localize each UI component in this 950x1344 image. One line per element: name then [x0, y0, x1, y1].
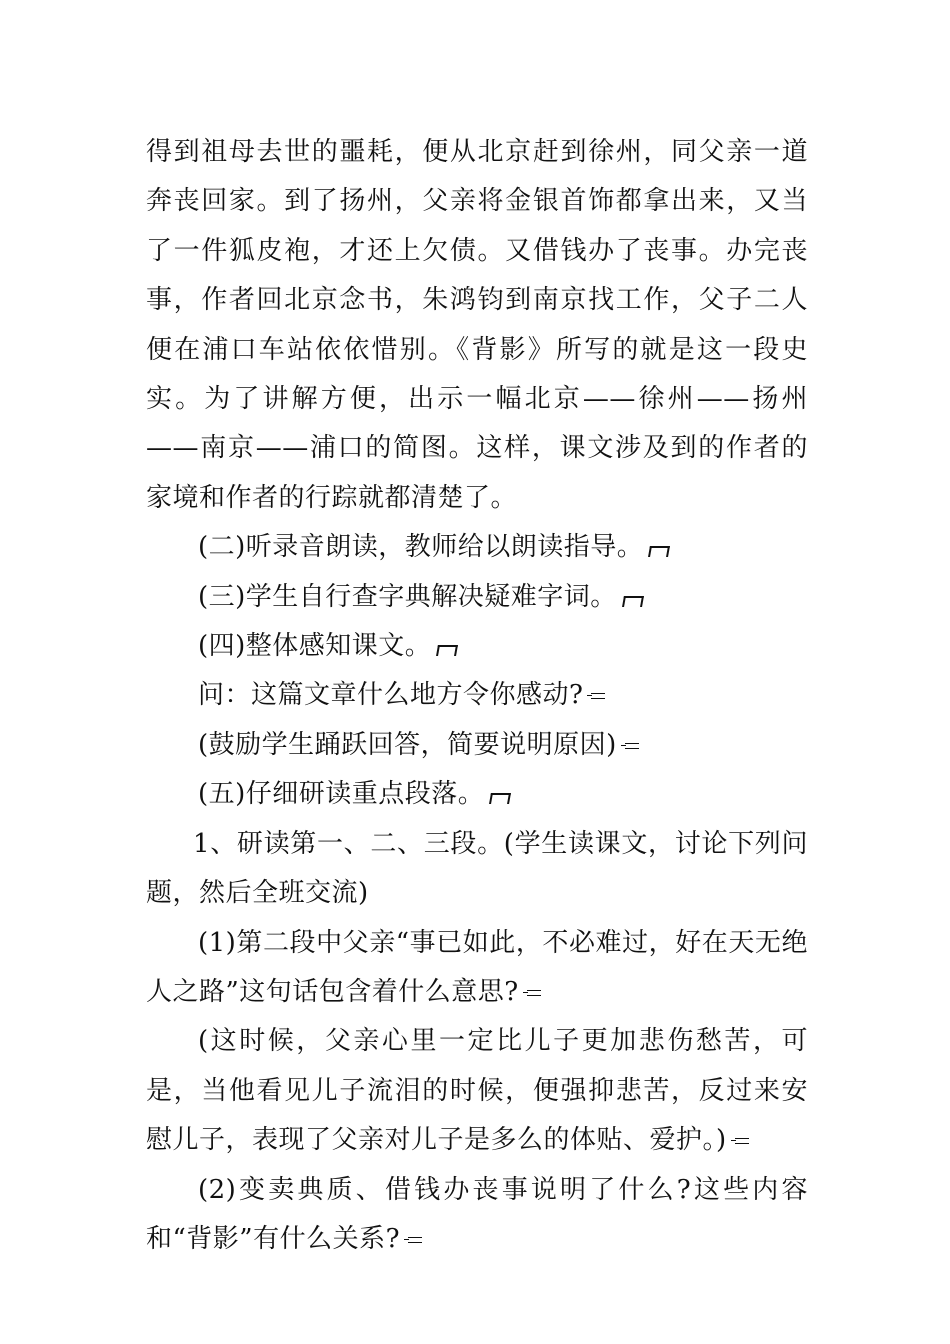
paragraph-question-1: (1)第二段中父亲“事已如此，不必难过，好在天无绝人之路”这句话包含着什么意思?	[146, 927, 808, 1007]
line-break-mark-icon	[621, 741, 639, 753]
paragraph-overall-perception: (四)整体感知课文。	[146, 622, 808, 671]
paragraph-dictionary: (三)学生自行查字典解决疑难字词。	[146, 573, 808, 622]
paragraph-encourage: (鼓励学生踊跃回答，简要说明原因)	[146, 721, 808, 770]
line-break-mark-icon	[587, 691, 605, 703]
paragraph-mark-icon	[435, 643, 457, 655]
paragraph-question: 问：这篇文章什么地方令你感动?	[146, 671, 808, 720]
paragraph-mark-icon	[647, 544, 669, 556]
line-break-mark-icon	[404, 1235, 422, 1247]
line-break-mark-icon	[523, 988, 541, 1000]
document-body	[146, 128, 808, 1264]
paragraph-mark-icon	[488, 791, 510, 803]
paragraph-mark-icon	[621, 594, 643, 606]
paragraph-background: 得到祖母去世的噩耗，便从北京赶到徐州，同父亲一道奔丧回家。到了扬州，父亲将金银首饰都拿出来，又当了一件狐皮袍，才还上欠债。又借钱办了丧事。办完丧事，作者回北京念书，朱鸿钧到南京找工作，父子二人便在浦口车站依依惜别。《背影》所写的就是这一段史实。为了讲解方便，出示一幅北京——徐州——扬州——南京——浦口的简图。这样，课文涉及到的作者的家境和作者的行踪就都清楚了。	[146, 137, 808, 513]
paragraph-answer-1: (这时候，父亲心里一定比儿子更加悲伤愁苦，可是，当他看见儿子流泪的时候，便强抑悲苦，反过来安慰儿子，表现了父亲对儿子是多么的体贴、爱护。)	[146, 1026, 808, 1156]
paragraph-study-sections: 1、研读第一、二、三段。(学生读课文，讨论下列问题，然后全班交流)	[146, 828, 808, 909]
paragraph-listen-recording: (二)听录音朗读，教师给以朗读指导。	[146, 523, 808, 572]
paragraph-question-2: (2)变卖典质、借钱办丧事说明了什么?这些内容和“背影”有什么关系?	[146, 1174, 808, 1254]
paragraph-careful-reading: (五)仔细研读重点段落。	[146, 770, 808, 819]
line-break-mark-icon	[731, 1136, 749, 1148]
